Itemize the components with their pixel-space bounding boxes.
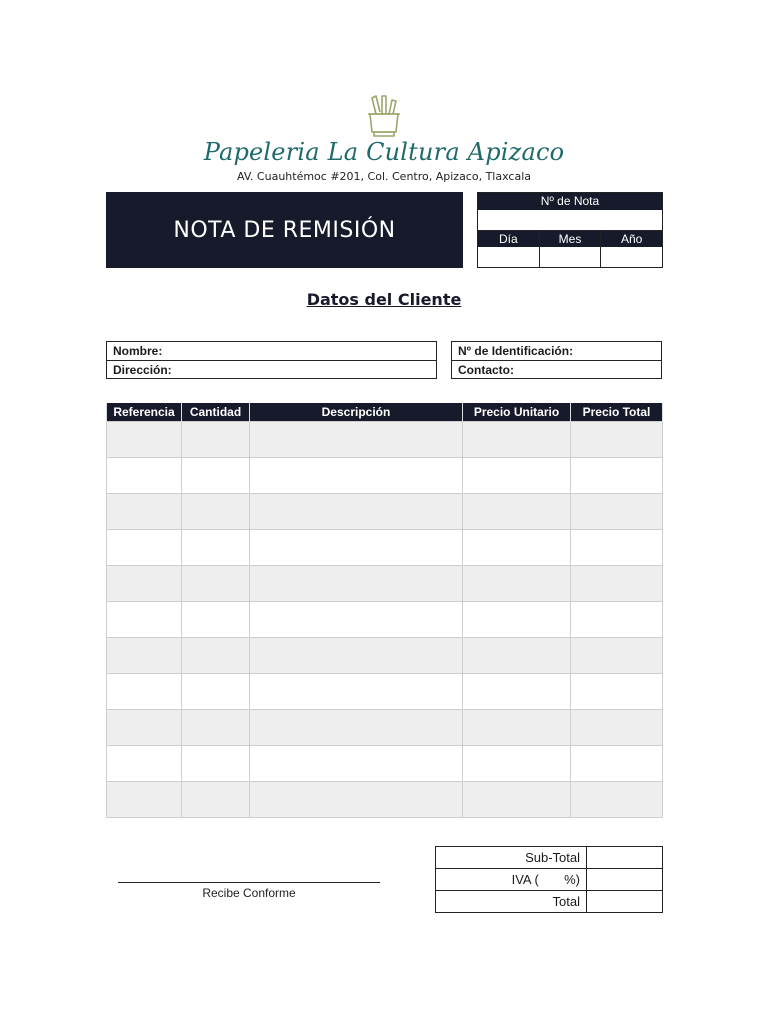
- store-address: AV. Cuauhtémoc #201, Col. Centro, Apizaco, Tlaxcala: [237, 170, 531, 183]
- table-cell[interactable]: [250, 638, 463, 674]
- nota-box: [477, 192, 663, 268]
- table-cell[interactable]: [182, 494, 250, 530]
- client-left-box: [106, 341, 437, 379]
- client-address-field[interactable]: Dirección:: [113, 363, 172, 377]
- table-row: [107, 566, 663, 602]
- table-cell[interactable]: [463, 746, 571, 782]
- pencil-cup-icon: [362, 92, 406, 138]
- subtotal-label: Sub-Total: [436, 847, 587, 869]
- table-cell[interactable]: [463, 782, 571, 818]
- table-cell[interactable]: [463, 458, 571, 494]
- table-cell[interactable]: [463, 494, 571, 530]
- table-cell[interactable]: [463, 530, 571, 566]
- nota-date-header: [478, 231, 662, 247]
- total-value[interactable]: [587, 891, 663, 913]
- table-cell[interactable]: [107, 458, 182, 494]
- table-cell[interactable]: [250, 674, 463, 710]
- column-header: Cantidad: [182, 403, 250, 422]
- table-cell[interactable]: [107, 602, 182, 638]
- iva-label: IVA ( %): [436, 869, 587, 891]
- day-field[interactable]: [478, 247, 540, 268]
- store-name: Papeleria La Cultura Apizaco: [203, 138, 565, 166]
- document-title-text: NOTA DE REMISIÓN: [173, 217, 396, 243]
- client-section-title: Datos del Cliente: [306, 290, 462, 309]
- table-cell[interactable]: [571, 638, 663, 674]
- client-id-field[interactable]: Nº de Identificación:: [452, 342, 661, 361]
- table-cell[interactable]: [250, 746, 463, 782]
- table-cell[interactable]: [107, 674, 182, 710]
- table-cell[interactable]: [463, 638, 571, 674]
- total-row: [436, 891, 663, 913]
- table-cell[interactable]: [182, 674, 250, 710]
- table-cell[interactable]: [182, 710, 250, 746]
- table-cell[interactable]: [182, 782, 250, 818]
- year-label: Año: [601, 231, 662, 247]
- table-cell[interactable]: [182, 638, 250, 674]
- totals-table: [435, 846, 663, 913]
- table-row: [107, 602, 663, 638]
- signature-line: [118, 882, 380, 883]
- table-row: [107, 710, 663, 746]
- table-cell[interactable]: [571, 674, 663, 710]
- day-label: Día: [478, 231, 540, 247]
- table-cell[interactable]: [463, 422, 571, 458]
- table-cell[interactable]: [107, 530, 182, 566]
- table-cell[interactable]: [250, 530, 463, 566]
- table-cell[interactable]: [250, 566, 463, 602]
- iva-value[interactable]: [587, 869, 663, 891]
- table-cell[interactable]: [571, 710, 663, 746]
- table-cell[interactable]: [182, 746, 250, 782]
- table-cell[interactable]: [107, 494, 182, 530]
- nota-number-field[interactable]: [478, 210, 662, 231]
- table-cell[interactable]: [571, 566, 663, 602]
- client-name-field[interactable]: Nombre:: [107, 342, 436, 361]
- table-row: [107, 638, 663, 674]
- table-cell[interactable]: [107, 782, 182, 818]
- column-header: Descripción: [250, 403, 463, 422]
- table-cell[interactable]: [182, 530, 250, 566]
- table-cell[interactable]: [571, 746, 663, 782]
- table-cell[interactable]: [250, 710, 463, 746]
- table-row: [107, 530, 663, 566]
- column-header: Precio Total: [571, 403, 663, 422]
- table-cell[interactable]: [182, 422, 250, 458]
- table-cell[interactable]: [250, 782, 463, 818]
- month-label: Mes: [540, 231, 602, 247]
- table-cell[interactable]: [250, 494, 463, 530]
- items-table: [106, 403, 663, 818]
- table-cell[interactable]: [107, 710, 182, 746]
- column-header: Precio Unitario: [463, 403, 571, 422]
- table-row: [107, 422, 663, 458]
- document-title: [106, 192, 463, 268]
- client-contact-field[interactable]: Contacto:: [458, 363, 514, 377]
- nota-number-label: Nº de Nota: [478, 193, 662, 210]
- month-field[interactable]: [540, 247, 602, 268]
- table-cell[interactable]: [463, 602, 571, 638]
- table-cell[interactable]: [182, 458, 250, 494]
- table-cell[interactable]: [107, 746, 182, 782]
- subtotal-row: [436, 847, 663, 869]
- table-cell[interactable]: [571, 458, 663, 494]
- table-cell[interactable]: [463, 710, 571, 746]
- table-cell[interactable]: [107, 422, 182, 458]
- table-cell[interactable]: [250, 422, 463, 458]
- items-header-row: [107, 403, 663, 422]
- table-cell[interactable]: [107, 638, 182, 674]
- table-cell[interactable]: [463, 566, 571, 602]
- nota-date-values: [478, 247, 662, 268]
- table-row: [107, 674, 663, 710]
- table-cell[interactable]: [571, 782, 663, 818]
- iva-row: [436, 869, 663, 891]
- table-cell[interactable]: [107, 566, 182, 602]
- year-field[interactable]: [601, 247, 662, 268]
- table-cell[interactable]: [463, 674, 571, 710]
- client-right-box: [451, 341, 662, 379]
- table-cell[interactable]: [571, 602, 663, 638]
- table-cell[interactable]: [182, 602, 250, 638]
- table-row: [107, 782, 663, 818]
- subtotal-value[interactable]: [587, 847, 663, 869]
- table-cell[interactable]: [571, 422, 663, 458]
- table-cell[interactable]: [182, 566, 250, 602]
- table-row: [107, 746, 663, 782]
- column-header: Referencia: [107, 403, 182, 422]
- table-cell[interactable]: [250, 602, 463, 638]
- table-row: [107, 494, 663, 530]
- total-label: Total: [436, 891, 587, 913]
- table-cell[interactable]: [571, 494, 663, 530]
- table-cell[interactable]: [571, 530, 663, 566]
- table-cell[interactable]: [250, 458, 463, 494]
- signature-label: Recibe Conforme: [202, 886, 296, 900]
- items-body: [107, 422, 663, 818]
- table-row: [107, 458, 663, 494]
